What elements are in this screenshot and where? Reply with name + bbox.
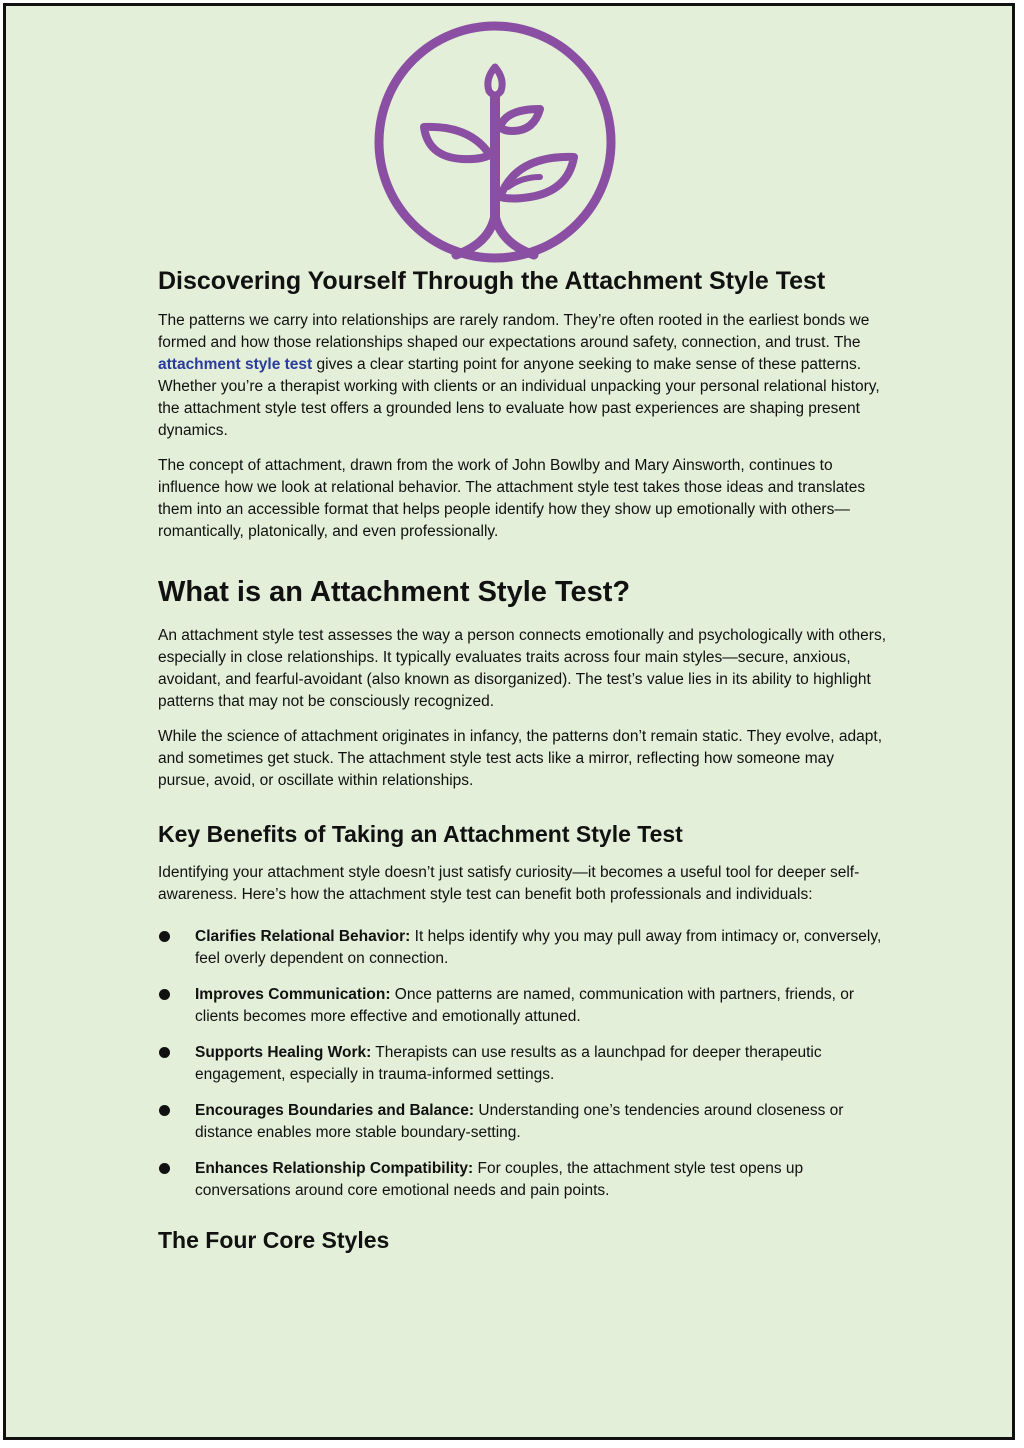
list-item [158, 1100, 886, 1144]
benefit-label: Encourages Boundaries and Balance: [195, 1102, 475, 1119]
benefit-label: Enhances Relationship Compatibility: [195, 1160, 474, 1177]
benefit-text: Understanding one’s tendencies around closeness or distance enables more stable boundary-setting. [195, 1102, 844, 1141]
list-item [158, 1158, 886, 1202]
what-is-heading: What is an Attachment Style Test? [158, 576, 631, 608]
bullet-icon [159, 931, 170, 942]
benefits-heading: Key Benefits of Taking an Attachment Style Test [158, 821, 683, 847]
article-title: Discovering Yourself Through the Attachment Style Test [158, 267, 826, 295]
bullet-icon [159, 1047, 170, 1058]
four-styles-heading: The Four Core Styles [158, 1227, 390, 1253]
intro-p1-after: gives a clear starting point for anyone seeking to make sense of these patterns. Whether you’re a therapist working with clients or an individual unpacking your personal relational history, the attachment style test offers a grounded lens to evaluate how past experiences are shaping present dynamics. [158, 356, 880, 439]
benefit-text: For couples, the attachment style test opens up conversations around core emotional needs and pain points. [195, 1160, 804, 1199]
what-is-paragraph-1: An attachment style test assesses the way a person connects emotionally and psychologically with others, especially in close relationships. It typically evaluates traits across four main styles—secure, anxious, avoidant, and fearful-avoidant (also known as disorganized). The test’s value lies in its ability to highlight patterns that may not be consciously recognized. [158, 627, 887, 710]
article-body [158, 264, 886, 1268]
benefit-text: Once patterns are named, communication with partners, friends, or clients becomes more effective and emotionally attuned. [195, 986, 854, 1025]
benefits-intro: Identifying your attachment style doesn’t just satisfy curiosity—it becomes a useful tool for deeper self-awareness. Here’s how the attachment style test can benefit both professionals and individuals: [158, 864, 860, 903]
benefit-label: Clarifies Relational Behavior: [195, 928, 411, 945]
attachment-style-test-link[interactable]: attachment style test [158, 356, 313, 373]
list-item [158, 1042, 886, 1086]
bullet-icon [159, 1105, 170, 1116]
what-is-paragraph-2: While the science of attachment originates in infancy, the patterns don’t remain static. They evolve, adapt, and sometimes get stuck. The attachment style test acts like a mirror, reflecting how someone may pursue, avoid, or oscillate within relationships. [158, 728, 883, 789]
sprout-logo-icon [372, 19, 618, 265]
bullet-icon [159, 1163, 170, 1174]
bullet-icon [159, 989, 170, 1000]
list-item [158, 926, 886, 970]
benefit-label: Supports Healing Work: [195, 1044, 372, 1061]
benefit-text: It helps identify why you may pull away from intimacy or, conversely, feel overly dependent on connection. [195, 928, 882, 967]
benefits-list [158, 926, 886, 1202]
intro-paragraph-1 [158, 310, 886, 442]
benefit-text: Therapists can use results as a launchpad for deeper therapeutic engagement, especially in trauma-informed settings. [195, 1044, 822, 1083]
benefit-label: Improves Communication: [195, 986, 391, 1003]
document-page [3, 3, 1015, 1440]
intro-paragraph-2: The concept of attachment, drawn from the work of John Bowlby and Mary Ainsworth, continues to influence how we look at relational behavior. The attachment style test takes those ideas and translates them into an accessible format that helps people identify how they show up emotionally with others—romantically, platonically, and even professionally. [158, 457, 866, 540]
list-item [158, 984, 886, 1028]
intro-p1-before: The patterns we carry into relationships are rarely random. They’re often rooted in the earliest bonds we formed and how those relationships shaped our expectations around safety, connection, and trust. The [158, 312, 870, 351]
